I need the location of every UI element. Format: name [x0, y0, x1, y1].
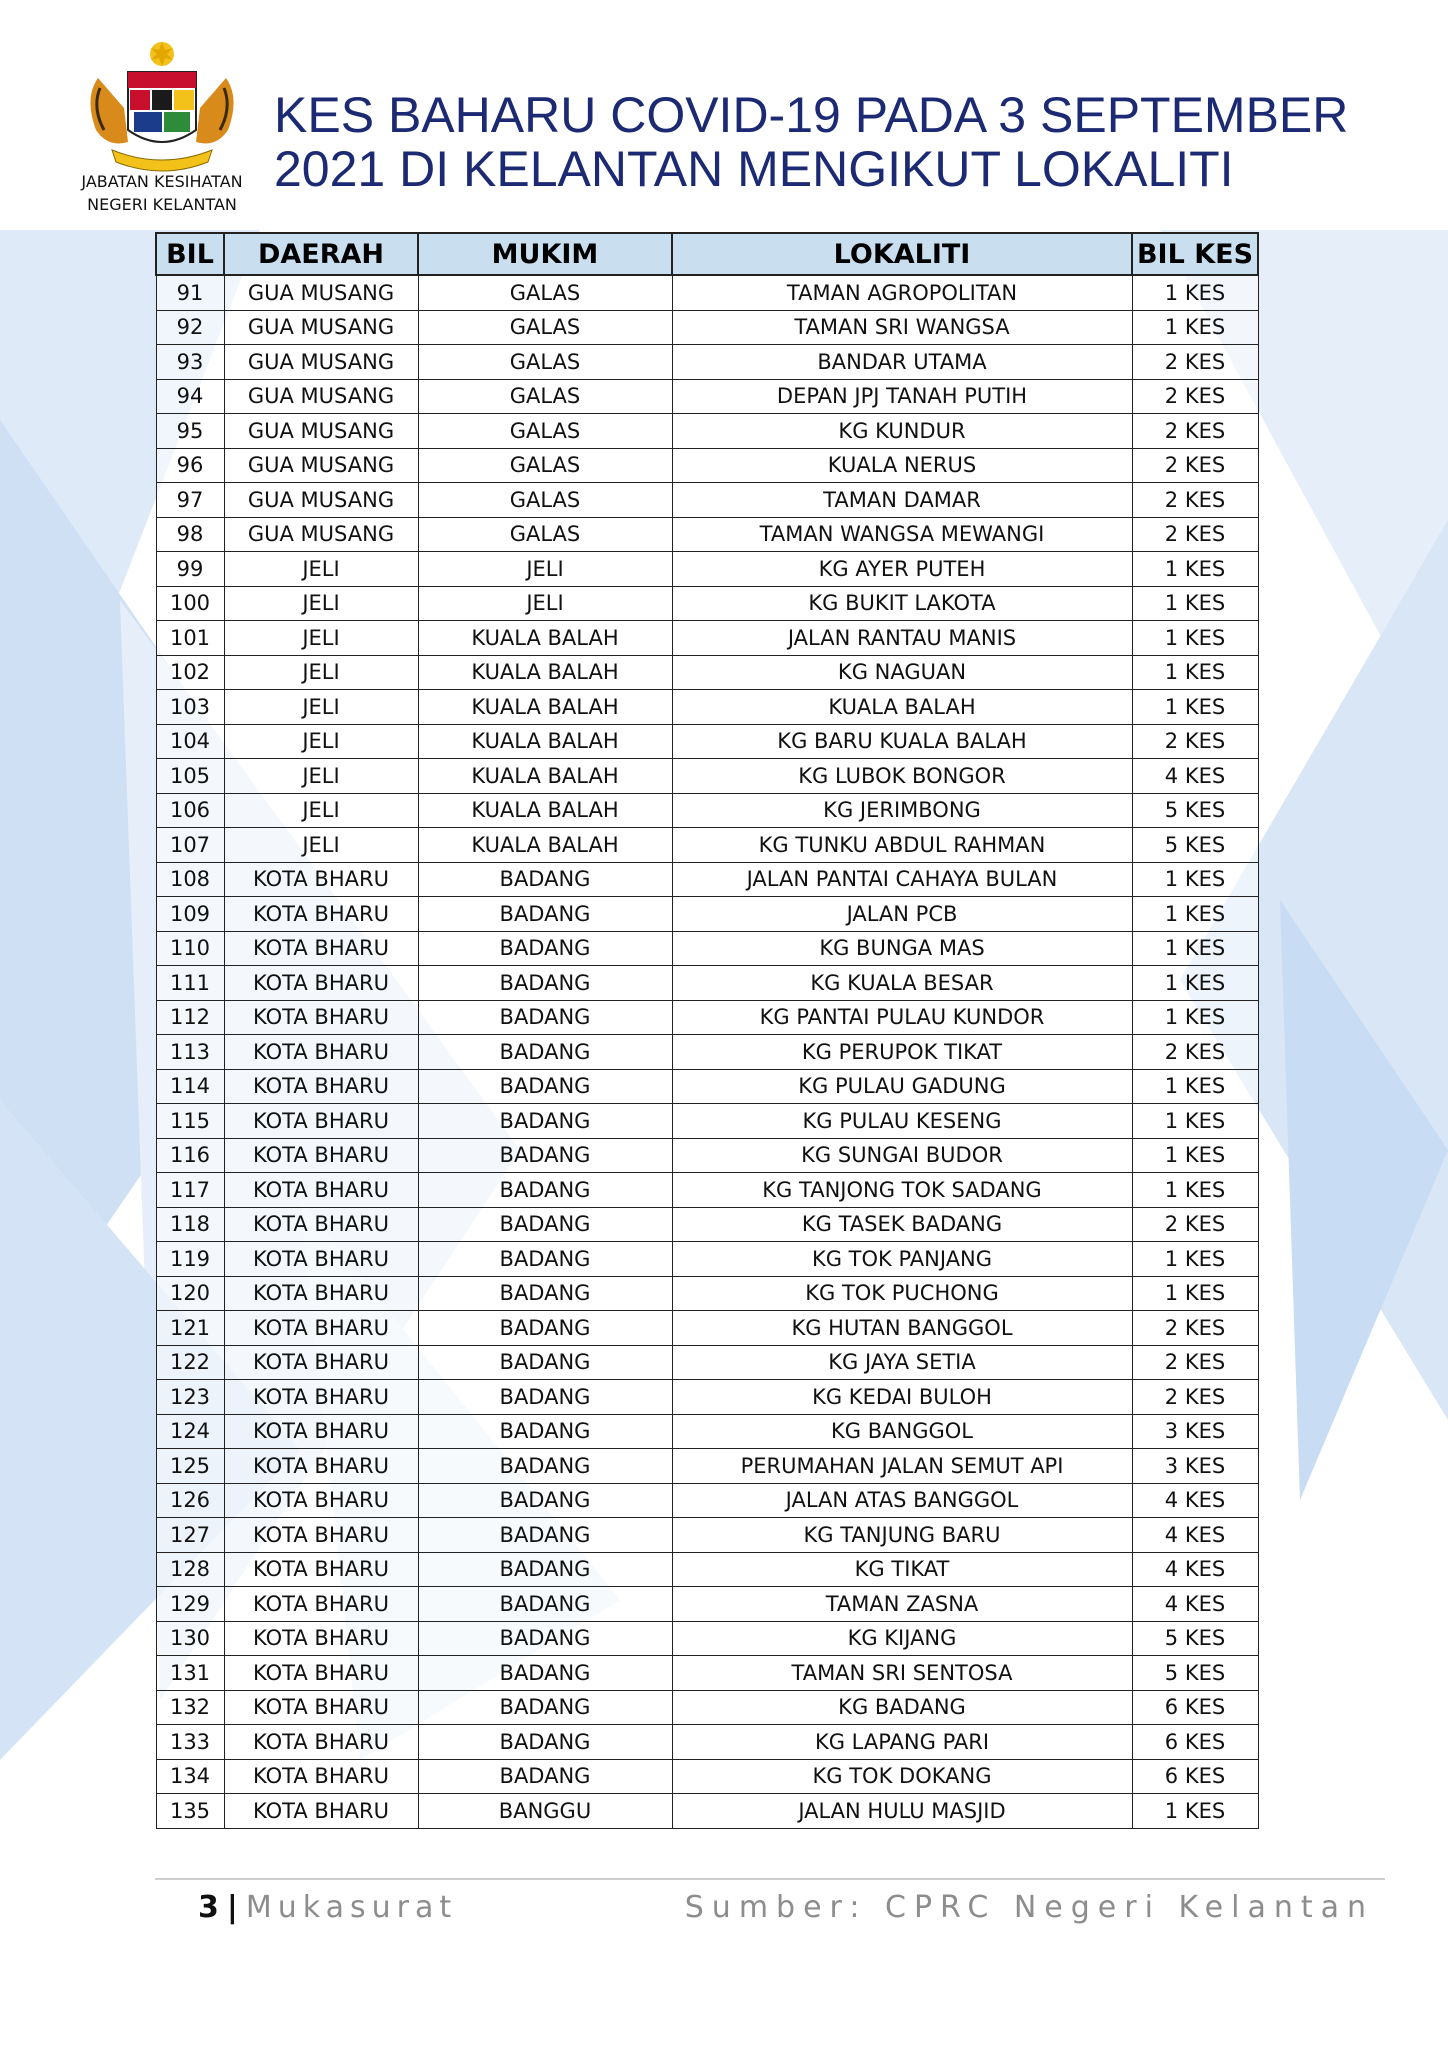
lokaliti-cell: KG TUNKU ABDUL RAHMAN [672, 828, 1132, 863]
page-label: Mukasurat [245, 1890, 458, 1925]
table-row [156, 1345, 1258, 1380]
mukim-cell: KUALA BALAH [418, 724, 672, 759]
lokaliti-cell: KG BARU KUALA BALAH [672, 724, 1132, 759]
daerah-cell: JELI [224, 621, 418, 656]
table-row [156, 690, 1258, 725]
lokaliti-cell: TAMAN ZASNA [672, 1587, 1132, 1622]
mukim-cell: BADANG [418, 1587, 672, 1622]
mukim-cell: GALAS [418, 310, 672, 345]
bil-cell: 91 [156, 275, 224, 310]
daerah-cell: KOTA BHARU [224, 931, 418, 966]
mukim-cell: BADANG [418, 1207, 672, 1242]
mukim-cell: BADANG [418, 1380, 672, 1415]
mukim-cell: GALAS [418, 275, 672, 310]
table-row [156, 862, 1258, 897]
page-number [198, 1890, 457, 1925]
lokaliti-cell: KG KIJANG [672, 1621, 1132, 1656]
mukim-cell: GALAS [418, 448, 672, 483]
mukim-cell: BADANG [418, 1725, 672, 1760]
bil-kes-cell: 1 KES [1132, 275, 1258, 310]
table-row [156, 1552, 1258, 1587]
bil-kes-cell: 1 KES [1132, 1000, 1258, 1035]
mukim-cell: BADANG [418, 1552, 672, 1587]
bil-cell: 132 [156, 1690, 224, 1725]
lokaliti-cell: KG HUTAN BANGGOL [672, 1311, 1132, 1346]
table-row [156, 345, 1258, 380]
lokaliti-cell: JALAN PANTAI CAHAYA BULAN [672, 862, 1132, 897]
bil-kes-cell: 2 KES [1132, 724, 1258, 759]
table-row [156, 621, 1258, 656]
lokaliti-cell: PERUMAHAN JALAN SEMUT API [672, 1449, 1132, 1484]
daerah-cell: KOTA BHARU [224, 862, 418, 897]
bil-kes-cell: 1 KES [1132, 1276, 1258, 1311]
column-header: LOKALITI [672, 233, 1132, 275]
bil-kes-cell: 4 KES [1132, 1552, 1258, 1587]
lokaliti-cell: KG BADANG [672, 1690, 1132, 1725]
bil-cell: 108 [156, 862, 224, 897]
daerah-cell: KOTA BHARU [224, 1035, 418, 1070]
daerah-cell: KOTA BHARU [224, 1000, 418, 1035]
table-row [156, 828, 1258, 863]
table-row [156, 1380, 1258, 1415]
bil-kes-cell: 6 KES [1132, 1759, 1258, 1794]
column-header: BIL [156, 233, 224, 275]
daerah-cell: KOTA BHARU [224, 1759, 418, 1794]
daerah-cell: KOTA BHARU [224, 1449, 418, 1484]
bil-kes-cell: 1 KES [1132, 310, 1258, 345]
daerah-cell: KOTA BHARU [224, 1518, 418, 1553]
lokaliti-cell: JALAN HULU MASJID [672, 1794, 1132, 1829]
bil-cell: 128 [156, 1552, 224, 1587]
lokaliti-cell: KG KEDAI BULOH [672, 1380, 1132, 1415]
mukim-cell: GALAS [418, 483, 672, 518]
bil-kes-cell: 4 KES [1132, 1518, 1258, 1553]
table-row [156, 1207, 1258, 1242]
bil-kes-cell: 2 KES [1132, 1380, 1258, 1415]
mukim-cell: BADANG [418, 931, 672, 966]
table-row [156, 1414, 1258, 1449]
table-row [156, 517, 1258, 552]
lokaliti-cell: KG JAYA SETIA [672, 1345, 1132, 1380]
daerah-cell: JELI [224, 724, 418, 759]
table-row [156, 1759, 1258, 1794]
mukim-cell: BADANG [418, 1759, 672, 1794]
daerah-cell: KOTA BHARU [224, 1587, 418, 1622]
mukim-cell: KUALA BALAH [418, 690, 672, 725]
table-row [156, 759, 1258, 794]
mukim-cell: KUALA BALAH [418, 759, 672, 794]
lokaliti-cell: KG BUKIT LAKOTA [672, 586, 1132, 621]
bil-kes-cell: 2 KES [1132, 1311, 1258, 1346]
daerah-cell: KOTA BHARU [224, 1173, 418, 1208]
bil-kes-cell: 3 KES [1132, 1449, 1258, 1484]
table-row [156, 275, 1258, 310]
daerah-cell: KOTA BHARU [224, 1345, 418, 1380]
bil-cell: 109 [156, 897, 224, 932]
table-row [156, 1138, 1258, 1173]
column-header: BIL KES [1132, 233, 1258, 275]
bil-cell: 93 [156, 345, 224, 380]
lokaliti-cell: JALAN ATAS BANGGOL [672, 1483, 1132, 1518]
lokaliti-cell: KG TANJUNG BARU [672, 1518, 1132, 1553]
bil-kes-cell: 1 KES [1132, 1069, 1258, 1104]
daerah-cell: KOTA BHARU [224, 1276, 418, 1311]
table-row [156, 414, 1258, 449]
bil-cell: 130 [156, 1621, 224, 1656]
lokaliti-cell: KUALA NERUS [672, 448, 1132, 483]
bil-cell: 100 [156, 586, 224, 621]
table-row [156, 1725, 1258, 1760]
mukim-cell: BADANG [418, 1276, 672, 1311]
lokaliti-cell: TAMAN WANGSA MEWANGI [672, 517, 1132, 552]
bil-cell: 97 [156, 483, 224, 518]
bil-cell: 110 [156, 931, 224, 966]
bil-kes-cell: 3 KES [1132, 1414, 1258, 1449]
table-row [156, 793, 1258, 828]
daerah-cell: KOTA BHARU [224, 1380, 418, 1415]
daerah-cell: JELI [224, 552, 418, 587]
lokaliti-cell: KG BANGGOL [672, 1414, 1132, 1449]
lokaliti-cell: JALAN RANTAU MANIS [672, 621, 1132, 656]
bil-kes-cell: 6 KES [1132, 1725, 1258, 1760]
daerah-cell: KOTA BHARU [224, 1794, 418, 1829]
daerah-cell: JELI [224, 793, 418, 828]
lokaliti-cell: TAMAN SRI WANGSA [672, 310, 1132, 345]
daerah-cell: GUA MUSANG [224, 275, 418, 310]
bil-cell: 104 [156, 724, 224, 759]
mukim-cell: JELI [418, 552, 672, 587]
mukim-cell: BADANG [418, 1449, 672, 1484]
bil-cell: 115 [156, 1104, 224, 1139]
table-row [156, 724, 1258, 759]
table-row [156, 1518, 1258, 1553]
daerah-cell: JELI [224, 690, 418, 725]
table-row [156, 1449, 1258, 1484]
lokaliti-cell: TAMAN SRI SENTOSA [672, 1656, 1132, 1691]
mukim-cell: GALAS [418, 414, 672, 449]
table-row [156, 483, 1258, 518]
mukim-cell: BADANG [418, 1138, 672, 1173]
mukim-cell: BADANG [418, 1035, 672, 1070]
table-row [156, 1000, 1258, 1035]
bil-kes-cell: 5 KES [1132, 793, 1258, 828]
bil-cell: 114 [156, 1069, 224, 1104]
daerah-cell: GUA MUSANG [224, 414, 418, 449]
mukim-cell: BADANG [418, 1621, 672, 1656]
lokaliti-cell: DEPAN JPJ TANAH PUTIH [672, 379, 1132, 414]
bil-cell: 133 [156, 1725, 224, 1760]
lokaliti-cell: KG TASEK BADANG [672, 1207, 1132, 1242]
lokaliti-cell: KG PULAU GADUNG [672, 1069, 1132, 1104]
table-row [156, 1311, 1258, 1346]
lokaliti-cell: KG AYER PUTEH [672, 552, 1132, 587]
lokaliti-cell: TAMAN AGROPOLITAN [672, 275, 1132, 310]
bil-cell: 119 [156, 1242, 224, 1277]
bil-kes-cell: 2 KES [1132, 379, 1258, 414]
daerah-cell: KOTA BHARU [224, 1069, 418, 1104]
mukim-cell: GALAS [418, 345, 672, 380]
bil-cell: 116 [156, 1138, 224, 1173]
bil-kes-cell: 2 KES [1132, 1035, 1258, 1070]
bil-kes-cell: 1 KES [1132, 966, 1258, 1001]
mukim-cell: BADANG [418, 1311, 672, 1346]
daerah-cell: KOTA BHARU [224, 1207, 418, 1242]
daerah-cell: KOTA BHARU [224, 1138, 418, 1173]
bil-kes-cell: 1 KES [1132, 552, 1258, 587]
bil-cell: 99 [156, 552, 224, 587]
bil-cell: 96 [156, 448, 224, 483]
bil-cell: 125 [156, 1449, 224, 1484]
bil-kes-cell: 2 KES [1132, 345, 1258, 380]
daerah-cell: KOTA BHARU [224, 1311, 418, 1346]
title-line1: KES BAHARU COVID-19 PADA 3 SEPTEMBER [274, 87, 1349, 143]
mukim-cell: JELI [418, 586, 672, 621]
bil-kes-cell: 1 KES [1132, 621, 1258, 656]
daerah-cell: GUA MUSANG [224, 310, 418, 345]
daerah-cell: GUA MUSANG [224, 379, 418, 414]
bil-kes-cell: 2 KES [1132, 517, 1258, 552]
mukim-cell: BANGGU [418, 1794, 672, 1829]
department-line1: JABATAN KESIHATAN [81, 172, 243, 191]
page-separator: | [226, 1890, 238, 1925]
table-row [156, 1587, 1258, 1622]
bil-kes-cell: 4 KES [1132, 759, 1258, 794]
mukim-cell: BADANG [418, 1518, 672, 1553]
bil-cell: 118 [156, 1207, 224, 1242]
daerah-cell: KOTA BHARU [224, 1725, 418, 1760]
bil-cell: 112 [156, 1000, 224, 1035]
daerah-cell: KOTA BHARU [224, 1414, 418, 1449]
mukim-cell: BADANG [418, 1104, 672, 1139]
bil-cell: 107 [156, 828, 224, 863]
lokaliti-cell: KG PULAU KESENG [672, 1104, 1132, 1139]
daerah-cell: KOTA BHARU [224, 897, 418, 932]
department-line2: NEGERI KELANTAN [87, 195, 237, 214]
mukim-cell: BADANG [418, 1242, 672, 1277]
daerah-cell: JELI [224, 759, 418, 794]
bil-cell: 127 [156, 1518, 224, 1553]
table-row [156, 379, 1258, 414]
bil-kes-cell: 1 KES [1132, 862, 1258, 897]
bil-kes-cell: 2 KES [1132, 1207, 1258, 1242]
bil-kes-cell: 1 KES [1132, 897, 1258, 932]
table-row [156, 1035, 1258, 1070]
bil-cell: 124 [156, 1414, 224, 1449]
daerah-cell: KOTA BHARU [224, 1656, 418, 1691]
bil-cell: 123 [156, 1380, 224, 1415]
column-header: MUKIM [418, 233, 672, 275]
mukim-cell: BADANG [418, 862, 672, 897]
table-row [156, 1621, 1258, 1656]
daerah-cell: KOTA BHARU [224, 1690, 418, 1725]
mukim-cell: GALAS [418, 379, 672, 414]
daerah-cell: KOTA BHARU [224, 1552, 418, 1587]
table-row [156, 1483, 1258, 1518]
table-row [156, 448, 1258, 483]
mukim-cell: KUALA BALAH [418, 621, 672, 656]
daerah-cell: KOTA BHARU [224, 1104, 418, 1139]
table-row [156, 1656, 1258, 1691]
table-row [156, 1276, 1258, 1311]
mukim-cell: BADANG [418, 1173, 672, 1208]
table-row [156, 310, 1258, 345]
bil-cell: 131 [156, 1656, 224, 1691]
footer-divider [155, 1878, 1385, 1880]
column-header: DAERAH [224, 233, 418, 275]
mukim-cell: GALAS [418, 517, 672, 552]
mukim-cell: BADANG [418, 1345, 672, 1380]
bil-cell: 126 [156, 1483, 224, 1518]
bil-cell: 94 [156, 379, 224, 414]
header [0, 0, 1448, 230]
bil-kes-cell: 4 KES [1132, 1483, 1258, 1518]
bil-cell: 106 [156, 793, 224, 828]
table-row [156, 897, 1258, 932]
bil-kes-cell: 5 KES [1132, 828, 1258, 863]
bil-kes-cell: 1 KES [1132, 586, 1258, 621]
coat-of-arms-logo [78, 38, 246, 180]
bil-cell: 95 [156, 414, 224, 449]
table-row [156, 1104, 1258, 1139]
bil-kes-cell: 4 KES [1132, 1587, 1258, 1622]
table-body [156, 275, 1258, 1828]
bil-cell: 120 [156, 1276, 224, 1311]
mukim-cell: BADANG [418, 897, 672, 932]
bil-kes-cell: 1 KES [1132, 931, 1258, 966]
bil-cell: 113 [156, 1035, 224, 1070]
bil-cell: 92 [156, 310, 224, 345]
lokaliti-cell: KG TOK PANJANG [672, 1242, 1132, 1277]
daerah-cell: JELI [224, 655, 418, 690]
lokaliti-cell: KG JERIMBONG [672, 793, 1132, 828]
bil-cell: 111 [156, 966, 224, 1001]
mukim-cell: BADANG [418, 966, 672, 1001]
lokaliti-cell: KG SUNGAI BUDOR [672, 1138, 1132, 1173]
lokaliti-cell: KG TOK DOKANG [672, 1759, 1132, 1794]
daerah-cell: KOTA BHARU [224, 1483, 418, 1518]
lokaliti-cell: KG NAGUAN [672, 655, 1132, 690]
bil-kes-cell: 2 KES [1132, 1345, 1258, 1380]
bil-kes-cell: 5 KES [1132, 1656, 1258, 1691]
lokaliti-cell: KG LUBOK BONGOR [672, 759, 1132, 794]
table-row [156, 1173, 1258, 1208]
table-row [156, 1069, 1258, 1104]
bil-cell: 103 [156, 690, 224, 725]
bil-cell: 121 [156, 1311, 224, 1346]
table-row [156, 931, 1258, 966]
cases-table [155, 232, 1259, 1829]
lokaliti-cell: KG PANTAI PULAU KUNDOR [672, 1000, 1132, 1035]
bil-cell: 122 [156, 1345, 224, 1380]
daerah-cell: KOTA BHARU [224, 1621, 418, 1656]
lokaliti-cell: KUALA BALAH [672, 690, 1132, 725]
lokaliti-cell: KG PERUPOK TIKAT [672, 1035, 1132, 1070]
bil-kes-cell: 1 KES [1132, 690, 1258, 725]
daerah-cell: GUA MUSANG [224, 483, 418, 518]
mukim-cell: KUALA BALAH [418, 828, 672, 863]
page-title [274, 88, 1414, 196]
bil-cell: 98 [156, 517, 224, 552]
lokaliti-cell: BANDAR UTAMA [672, 345, 1132, 380]
lokaliti-cell: KG BUNGA MAS [672, 931, 1132, 966]
table-header-row [156, 233, 1258, 275]
mukim-cell: BADANG [418, 1000, 672, 1035]
bil-kes-cell: 1 KES [1132, 655, 1258, 690]
lokaliti-cell: KG KUNDUR [672, 414, 1132, 449]
bil-cell: 117 [156, 1173, 224, 1208]
daerah-cell: KOTA BHARU [224, 966, 418, 1001]
lokaliti-cell: TAMAN DAMAR [672, 483, 1132, 518]
bil-kes-cell: 2 KES [1132, 448, 1258, 483]
lokaliti-cell: KG KUALA BESAR [672, 966, 1132, 1001]
bil-cell: 129 [156, 1587, 224, 1622]
daerah-cell: GUA MUSANG [224, 448, 418, 483]
table-row [156, 1690, 1258, 1725]
title-line2: 2021 DI KELANTAN MENGIKUT LOKALITI [274, 141, 1234, 197]
daerah-cell: JELI [224, 828, 418, 863]
table-row [156, 586, 1258, 621]
table-row [156, 966, 1258, 1001]
bil-cell: 105 [156, 759, 224, 794]
bil-kes-cell: 1 KES [1132, 1104, 1258, 1139]
table-row [156, 655, 1258, 690]
bil-cell: 102 [156, 655, 224, 690]
department-name [52, 170, 272, 216]
bil-kes-cell: 1 KES [1132, 1794, 1258, 1829]
lokaliti-cell: JALAN PCB [672, 897, 1132, 932]
mukim-cell: BADANG [418, 1690, 672, 1725]
source-note: Sumber: CPRC Negeri Kelantan [684, 1890, 1374, 1925]
lokaliti-cell: KG TOK PUCHONG [672, 1276, 1132, 1311]
bil-cell: 134 [156, 1759, 224, 1794]
daerah-cell: KOTA BHARU [224, 1242, 418, 1277]
lokaliti-cell: KG LAPANG PARI [672, 1725, 1132, 1760]
bil-kes-cell: 6 KES [1132, 1690, 1258, 1725]
bil-kes-cell: 1 KES [1132, 1138, 1258, 1173]
mukim-cell: BADANG [418, 1069, 672, 1104]
bil-cell: 135 [156, 1794, 224, 1829]
lokaliti-cell: KG TANJONG TOK SADANG [672, 1173, 1132, 1208]
bil-kes-cell: 1 KES [1132, 1242, 1258, 1277]
page-number-value: 3 [198, 1890, 219, 1925]
table-row [156, 1794, 1258, 1829]
bil-kes-cell: 5 KES [1132, 1621, 1258, 1656]
mukim-cell: KUALA BALAH [418, 655, 672, 690]
bil-kes-cell: 2 KES [1132, 414, 1258, 449]
mukim-cell: BADANG [418, 1414, 672, 1449]
bil-kes-cell: 2 KES [1132, 483, 1258, 518]
mukim-cell: KUALA BALAH [418, 793, 672, 828]
bil-cell: 101 [156, 621, 224, 656]
lokaliti-cell: KG TIKAT [672, 1552, 1132, 1587]
bil-kes-cell: 1 KES [1132, 1173, 1258, 1208]
daerah-cell: GUA MUSANG [224, 345, 418, 380]
table-row [156, 1242, 1258, 1277]
daerah-cell: JELI [224, 586, 418, 621]
table-row [156, 552, 1258, 587]
mukim-cell: BADANG [418, 1483, 672, 1518]
daerah-cell: GUA MUSANG [224, 517, 418, 552]
mukim-cell: BADANG [418, 1656, 672, 1691]
